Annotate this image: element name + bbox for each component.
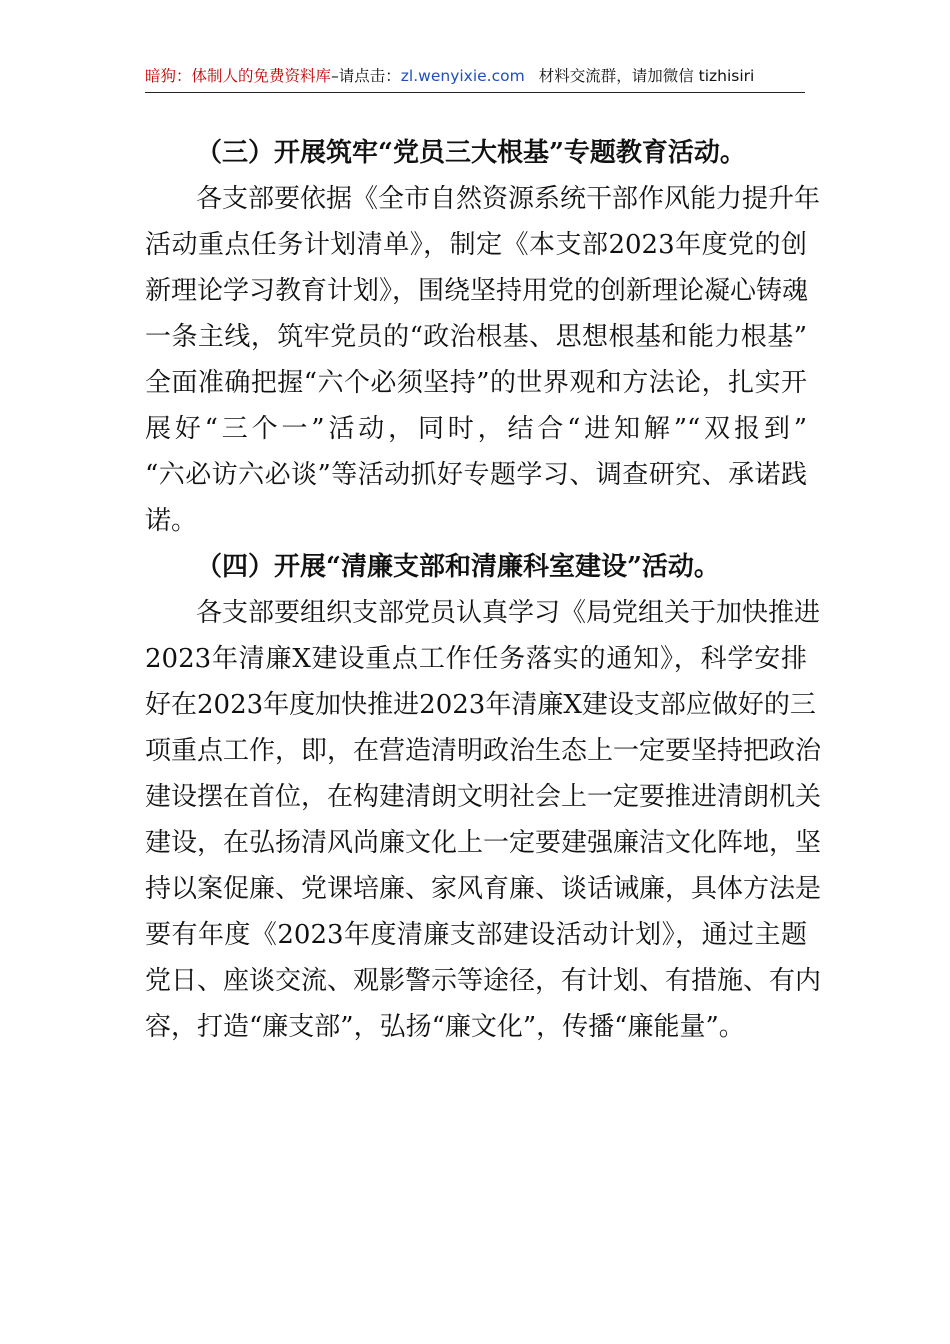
paragraph-line: 新理论学习教育计划》，围绕坚持用党的创新理论凝心铸魂 (145, 276, 809, 306)
section-3-heading: （三）开展筑牢“党员三大根基”专题教育活动。 (196, 138, 746, 168)
header-link[interactable]: zl.wenyixie.com (400, 67, 525, 85)
paragraph-line: 各支部要组织支部党员认真学习《局党组关于加快推进 (196, 598, 821, 628)
paragraph-line: 诺。 (145, 506, 198, 536)
section-4-heading: （四）开展“清廉支部和清廉科室建设”活动。 (196, 552, 720, 582)
paragraph-line: 展好“三个一”活动，同时，结合“进知解”“双报到” (145, 414, 807, 444)
paragraph-line: 项重点工作，即，在营造清明政治生态上一定要坚持把政治 (145, 736, 822, 766)
paragraph-line: 各支部要依据《全市自然资源系统干部作风能力提升年 (196, 184, 821, 214)
paragraph-line: 持以案促廉、党课培廉、家风育廉、谈话诫廉，具体方法是 (145, 874, 822, 904)
header-contact: 材料交流群，请加微信 tizhisiri (538, 67, 755, 85)
paragraph-line: 要有年度《2023年度清廉支部建设活动计划》，通过主题 (145, 920, 807, 950)
page-header (145, 64, 805, 93)
paragraph-line: 容，打造“廉支部”，弘扬“廉文化”，传播“廉能量”。 (145, 1012, 745, 1042)
paragraph-line: “六必访六必谈”等活动抓好专题学习、调查研究、承诺践 (145, 460, 807, 490)
paragraph-line: 好在2023年度加快推进2023年清廉X建设支部应做好的三 (145, 690, 816, 720)
paragraph-line: 建设，在弘扬清风尚廉文化上一定要建强廉洁文化阵地，坚 (145, 828, 822, 858)
header-prompt: –请点击： (331, 67, 401, 85)
paragraph-line: 建设摆在首位，在构建清朗文明社会上一定要推进清朗机关 (145, 782, 822, 812)
paragraph-line: 全面准确把握“六个必须坚持”的世界观和方法论，扎实开 (145, 368, 807, 398)
paragraph-line: 2023年清廉X建设重点工作任务落实的通知》，科学安排 (145, 644, 807, 674)
paragraph-line: 一条主线，筑牢党员的“政治根基、思想根基和能力根基” (145, 322, 807, 352)
paragraph-line: 党日、座谈交流、观影警示等途径，有计划、有措施、有内 (145, 966, 822, 996)
paragraph-line: 活动重点任务计划清单》，制定《本支部2023年度党的创 (145, 230, 807, 260)
header-site-name: 暗狗：体制人的免费资料库 (145, 67, 332, 85)
